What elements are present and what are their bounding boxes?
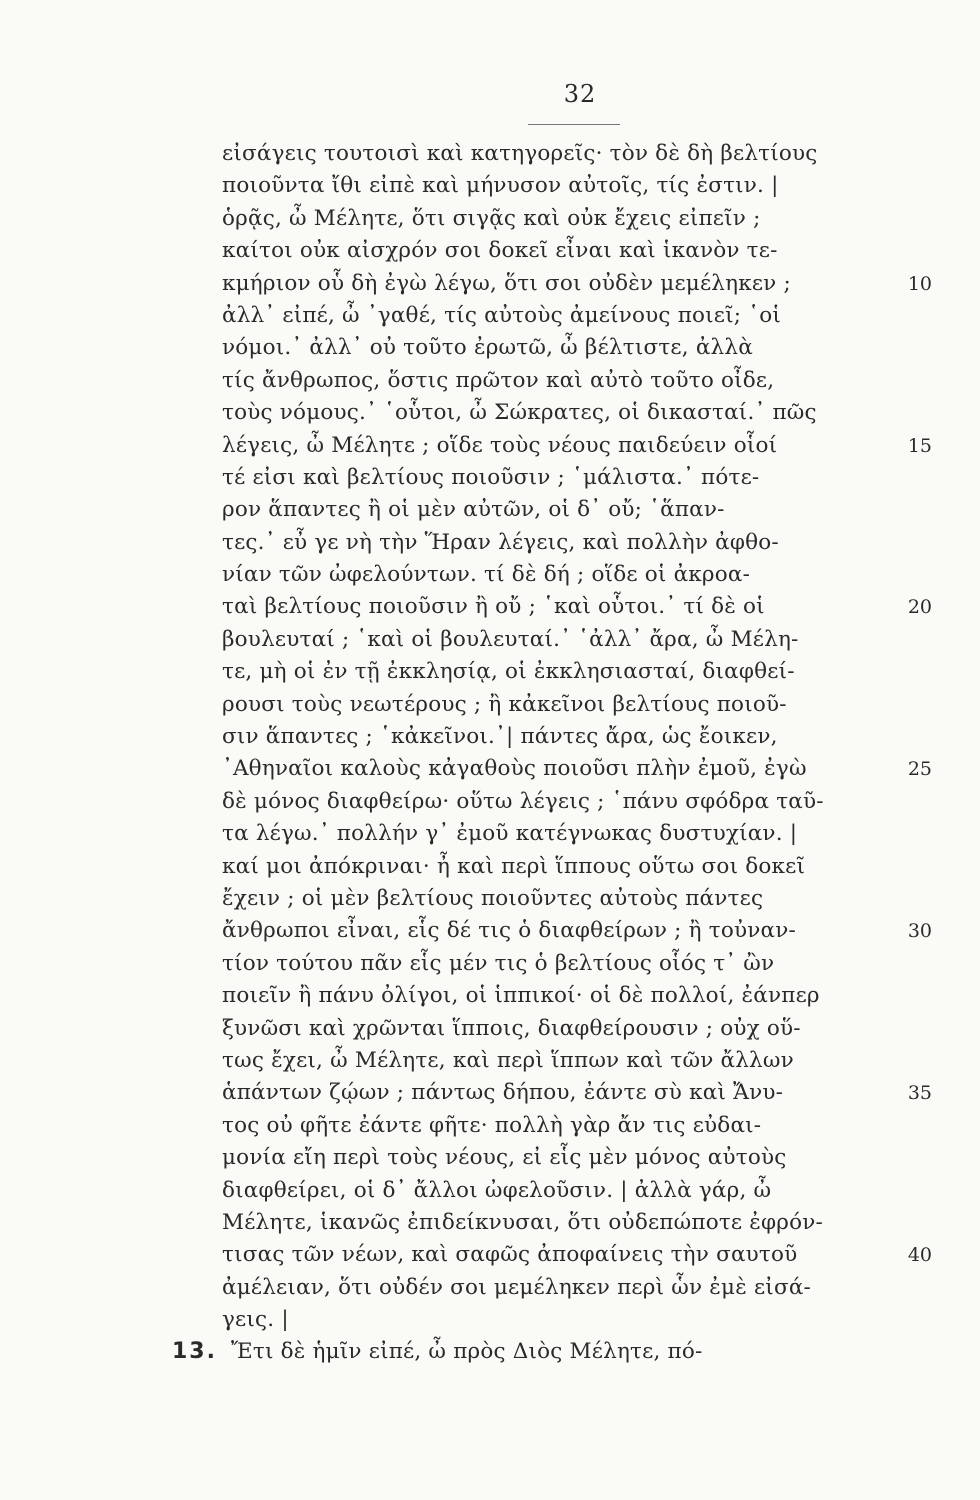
- text-line: [222, 138, 894, 170]
- text-line: [222, 1175, 894, 1207]
- text-line: [222, 1304, 894, 1336]
- text-line: [222, 268, 932, 300]
- line-text: ποιοῦντα ἴθι εἰπὲ καὶ μήνυσον αὐτοῖς, τίς ἐστιν. |: [222, 173, 779, 199]
- line-text: ρουσι τοὺς νεωτέρους ; ἢ κἀκεῖνοι βελτίους ποιοῦ-: [222, 691, 787, 717]
- line-number: 20: [907, 596, 932, 619]
- text-line: [222, 948, 894, 980]
- text-line: [222, 980, 894, 1012]
- line-text: δὲ μόνος διαφθείρω· οὕτω λέγεις ; ῾πάνυ σφόδρα ταῦ-: [222, 788, 824, 814]
- text-line: [222, 430, 932, 462]
- line-text: τε, μὴ οἱ ἐν τῇ ἐκκλησίᾳ, οἱ ἐκκλησιασταί, διαφθεί-: [222, 659, 795, 685]
- text-line: [222, 1142, 894, 1174]
- text-line: [222, 203, 894, 235]
- text-line: [222, 624, 894, 656]
- line-number: 15: [907, 434, 932, 457]
- line-text: εἰσάγεις τουτοισὶ καὶ κατηγορεῖς· τὸν δὲ δὴ βελτίους: [222, 141, 818, 166]
- line-text: ἀμέλειαν, ὅτι οὐδέν σοι μεμέληκεν περὶ ὧν ἐμὲ εἰσά-: [222, 1274, 811, 1300]
- line-text: τίς ἄνθρωπος, ὅστις πρῶτον καὶ αὐτὸ τοῦτο οἶδε,: [222, 367, 775, 393]
- line-text: ἁπάντων ζῴων ; πάντως δήπου, ἐάντε σὺ καὶ Ἄνυ-: [222, 1080, 784, 1106]
- text-line: [222, 235, 894, 267]
- line-text: τισας τῶν νέων, καὶ σαφῶς ἀποφαίνεις τὴν σαυτοῦ: [222, 1242, 798, 1268]
- text-line: [222, 689, 894, 721]
- text-line: [222, 1239, 932, 1271]
- line-text: τέ εἰσι καὶ βελτίους ποιοῦσιν ; ῾μάλιστα.᾽ πότε-: [222, 464, 760, 490]
- text-lines: [222, 138, 932, 1336]
- text-line: [222, 1045, 894, 1077]
- text-line: [222, 786, 894, 818]
- line-text: καίτοι οὐκ αἰσχρόν σοι δοκεῖ εἶναι καὶ ἱκανὸν τε-: [222, 238, 778, 264]
- header-rule: [528, 124, 620, 125]
- text-line: [222, 1110, 894, 1142]
- text-line: [222, 397, 894, 429]
- text-line: [222, 1207, 894, 1239]
- line-number: 35: [907, 1082, 932, 1105]
- text-line: [222, 851, 894, 883]
- line-text: νίαν τῶν ὠφελούντων. τί δὲ δή ; οἵδε οἱ ἀκροα-: [222, 562, 751, 588]
- line-text: ἔχειν ; οἱ μὲν βελτίους ποιοῦντες αὐτοὺς πάντες: [222, 885, 764, 911]
- line-text: ποιεῖν ἢ πάνυ ὀλίγοι, οἱ ἱππικοί· οἱ δὲ πολλοί, ἐάνπερ: [222, 983, 820, 1009]
- line-text: γεις. |: [222, 1307, 289, 1333]
- line-text: νόμοι.᾽ ἀλλ᾽ οὐ τοῦτο ἐρωτῶ, ὦ βέλτιστε, ἀλλὰ: [222, 335, 753, 361]
- line-text: λέγεις, ὦ Μέλητε ; οἵδε τοὺς νέους παιδεύειν οἷοί: [222, 432, 778, 458]
- line-text: τίον τούτου πᾶν εἷς μέν τις ὁ βελτίους οἷός τ᾽ ὢν: [222, 950, 775, 976]
- text-line: [222, 527, 894, 559]
- line-text: ρον ἅπαντες ἢ οἱ μὲν αὐτῶν, οἱ δ᾽ οὔ; ῾ἅπαν-: [222, 497, 725, 523]
- line-text: κμήριον οὗ δὴ ἐγὼ λέγω, ὅτι σοι οὐδὲν μεμέληκεν ;: [222, 270, 791, 296]
- line-text: σιν ἅπαντες ; ῾κἀκεῖνοι.᾽| πάντες ἄρα, ὡς ἔοικεν,: [222, 724, 778, 750]
- text-line: [222, 721, 894, 753]
- line-number: 40: [907, 1244, 932, 1267]
- line-text: καί μοι ἀπόκριναι· ἦ καὶ περὶ ἵππους οὕτω σοι δοκεῖ: [222, 853, 806, 879]
- text-line: [222, 300, 894, 332]
- text-line: [222, 494, 894, 526]
- line-text: ταὶ βελτίους ποιοῦσιν ἢ οὔ ; ῾καὶ οὗτοι.᾽ τί δὲ οἱ: [222, 594, 765, 620]
- line-text: ἀλλ᾽ εἰπέ, ὦ ᾽γαθέ, τίς αὐτοὺς ἀμείνους ποιεῖ; ῾οἱ: [222, 302, 781, 328]
- text-line: [222, 1013, 894, 1045]
- line-number: 25: [907, 758, 932, 781]
- line-text: βουλευταί ; ῾καὶ οἱ βουλευταί.᾽ ῾ἀλλ᾽ ἄρα, ὦ Μέλη-: [222, 626, 799, 652]
- line-text: Ἔτι δὲ ἡμῖν εἰπέ, ὦ πρὸς Διὸς Μέλητε, πό-: [230, 1339, 703, 1365]
- text-line: [222, 915, 932, 947]
- line-number: 10: [907, 272, 932, 295]
- text-line: [222, 1272, 894, 1304]
- line-text: τοὺς νόμους.᾽ ῾οὗτοι, ὦ Σώκρατες, οἱ δικασταί.᾽ πῶς: [222, 400, 817, 426]
- line-text: ἄνθρωποι εἶναι, εἷς δέ τις ὁ διαφθείρων ; ἢ τοὐναν-: [222, 918, 796, 944]
- text-line: [222, 559, 894, 591]
- text-line: [222, 462, 894, 494]
- text-line: [222, 170, 894, 202]
- text-line: [222, 591, 932, 623]
- line-text: ὁρᾷς, ὦ Μέλητε, ὅτι σιγᾷς καὶ οὐκ ἔχεις εἰπεῖν ;: [222, 205, 761, 231]
- line-text: μονία εἴη περὶ τοὺς νέους, εἰ εἷς μὲν μόνος αὐτοὺς: [222, 1145, 787, 1171]
- text-line: [222, 753, 932, 785]
- line-number: 30: [907, 920, 932, 943]
- section-start-line: [172, 1336, 894, 1368]
- section-number: 13.: [172, 1339, 217, 1365]
- text-line: [222, 1077, 932, 1109]
- line-text: τως ἔχει, ὦ Μέλητε, καὶ περὶ ἵππων καὶ τῶν ἄλλων: [222, 1047, 794, 1073]
- line-text: ξυνῶσι καὶ χρῶνται ἵπποις, διαφθείρουσιν ; οὐχ οὕ-: [222, 1015, 801, 1041]
- line-text: τες.᾽ εὖ γε νὴ τὴν Ἥραν λέγεις, καὶ πολλὴν ἀφθο-: [222, 529, 779, 555]
- line-text: Μέλητε, ἱκανῶς ἐπιδείκνυσαι, ὅτι οὐδεπώποτε ἐφρόν-: [222, 1209, 824, 1235]
- page-number: 32: [563, 80, 597, 108]
- text-line: [222, 365, 894, 397]
- text-line: [222, 818, 894, 850]
- text-line: [222, 883, 894, 915]
- greek-text-block: [172, 138, 932, 1369]
- text-line: [222, 656, 894, 688]
- line-text: τος οὐ φῆτε ἐάντε φῆτε· πολλὴ γὰρ ἄν τις εὐδαι-: [222, 1112, 762, 1138]
- line-text: διαφθείρει, οἱ δ᾽ ἄλλοι ὠφελοῦσιν. | ἀλλὰ γάρ, ὦ: [222, 1177, 772, 1203]
- line-text: τα λέγω.᾽ πολλήν γ᾽ ἐμοῦ κατέγνωκας δυστυχίαν. |: [222, 821, 798, 847]
- text-line: [222, 332, 894, 364]
- line-text: ᾽Αθηναῖοι καλοὺς κἀγαθοὺς ποιοῦσι πλὴν ἐμοῦ, ἐγὼ: [222, 756, 807, 782]
